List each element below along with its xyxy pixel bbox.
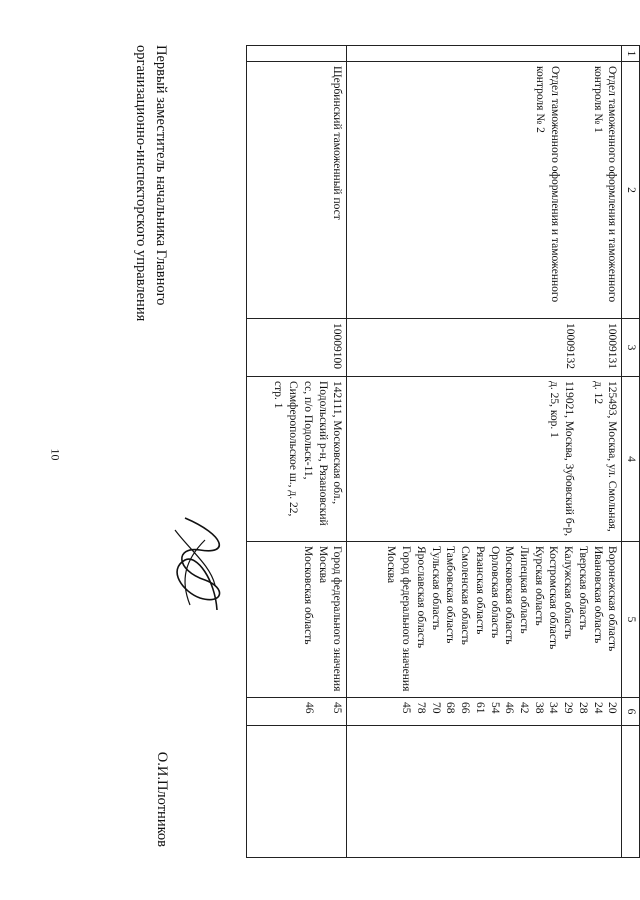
region-name: Воронежская область <box>606 546 619 652</box>
cell-regions <box>247 542 347 698</box>
header-row <box>622 46 640 858</box>
region-code: 66 <box>459 702 472 714</box>
signer-position-line: Первый заместитель начальника Главного <box>153 45 169 306</box>
region-code: 68 <box>444 702 457 714</box>
region-code: 61 <box>473 702 486 714</box>
header-col-6: 6 <box>622 698 640 726</box>
region-code: 45 <box>331 702 344 714</box>
cell-regions <box>347 542 622 698</box>
region-code: 46 <box>302 702 315 714</box>
region-code: 70 <box>429 702 442 714</box>
unit-code: 10009132 <box>563 323 576 369</box>
header-col-extra <box>622 726 640 858</box>
region-name: Тамбовская область <box>444 546 457 644</box>
header-col-3: 3 <box>622 319 640 377</box>
header-col-4: 4 <box>622 377 640 542</box>
cell-names <box>347 62 622 319</box>
region-code: 34 <box>547 702 560 714</box>
region-code: 42 <box>517 702 530 714</box>
header-col-2: 2 <box>622 62 640 319</box>
region-name: Ивановская область <box>591 546 604 644</box>
region-name: Город федерального значения Москва <box>316 546 344 692</box>
region-name: Московская область <box>503 546 516 645</box>
region-name: Рязанская область <box>473 546 486 635</box>
region-name: Тверская область <box>576 546 589 630</box>
cell-name: Щербинский таможенный пост <box>247 62 347 319</box>
region-name: Курская область <box>532 546 545 626</box>
region-name: Калужская область <box>562 546 575 640</box>
region-code: 45 <box>400 702 413 714</box>
region-name: Липецкая область <box>517 546 530 634</box>
table-row <box>247 46 347 858</box>
cell-region-codes <box>247 698 347 726</box>
cell-col1 <box>247 46 347 62</box>
cell-address: 142111, Московская обл., Подольский р-н, Рязановский сс, п/о Подольск-11, Симферопольское ш., д. 22, стр. 1 <box>247 377 347 542</box>
cell-extra <box>347 726 622 858</box>
unit-address: 125493, Москва, ул. Смольная, д. 12 <box>591 381 619 532</box>
signer-position-line: организационно-инспекторского управления <box>133 45 150 322</box>
cell-region-codes <box>347 698 622 726</box>
cell-codes <box>347 319 622 377</box>
region-code: 20 <box>606 702 619 714</box>
region-code: 38 <box>532 702 545 714</box>
region-code: 29 <box>562 702 575 714</box>
rotated-document <box>75 45 640 857</box>
cell-col1 <box>347 46 622 62</box>
header-col-5: 5 <box>622 542 640 698</box>
region-code: 24 <box>591 702 604 714</box>
signer-position <box>131 45 170 465</box>
cell-addresses <box>347 377 622 542</box>
cell-extra <box>247 726 347 858</box>
cell-code: 10009100 <box>247 319 347 377</box>
region-code: 46 <box>503 702 516 714</box>
unit-name: Отдел таможенного оформления и таможенного контроля № 2 <box>534 66 561 303</box>
region-name: Ярославская область <box>414 546 427 649</box>
region-code: 54 <box>488 702 501 714</box>
region-name: Московская область <box>301 546 314 645</box>
unit-address: 119021, Москва, Зубовский б-р, д. 25, кор. 1 <box>548 381 575 537</box>
region-name: Тульская область <box>429 546 442 630</box>
customs-table <box>246 45 640 858</box>
unit-code: 10009131 <box>606 323 619 369</box>
region-name: Город федерального значения Москва <box>385 546 413 692</box>
handwritten-signature <box>155 510 245 620</box>
header-col-1: 1 <box>622 46 640 62</box>
region-code: 78 <box>414 702 427 714</box>
page-number: 10 <box>48 448 63 461</box>
region-name: Смоленская область <box>459 546 472 645</box>
unit-name: Отдел таможенного оформления и таможенного контроля № 1 <box>591 66 619 303</box>
table-row <box>347 46 622 858</box>
region-name: Костромская область <box>547 546 560 650</box>
signer-name: О.И.Плотников <box>154 751 170 847</box>
region-code: 28 <box>576 702 589 714</box>
region-name: Орловская область <box>488 546 501 639</box>
